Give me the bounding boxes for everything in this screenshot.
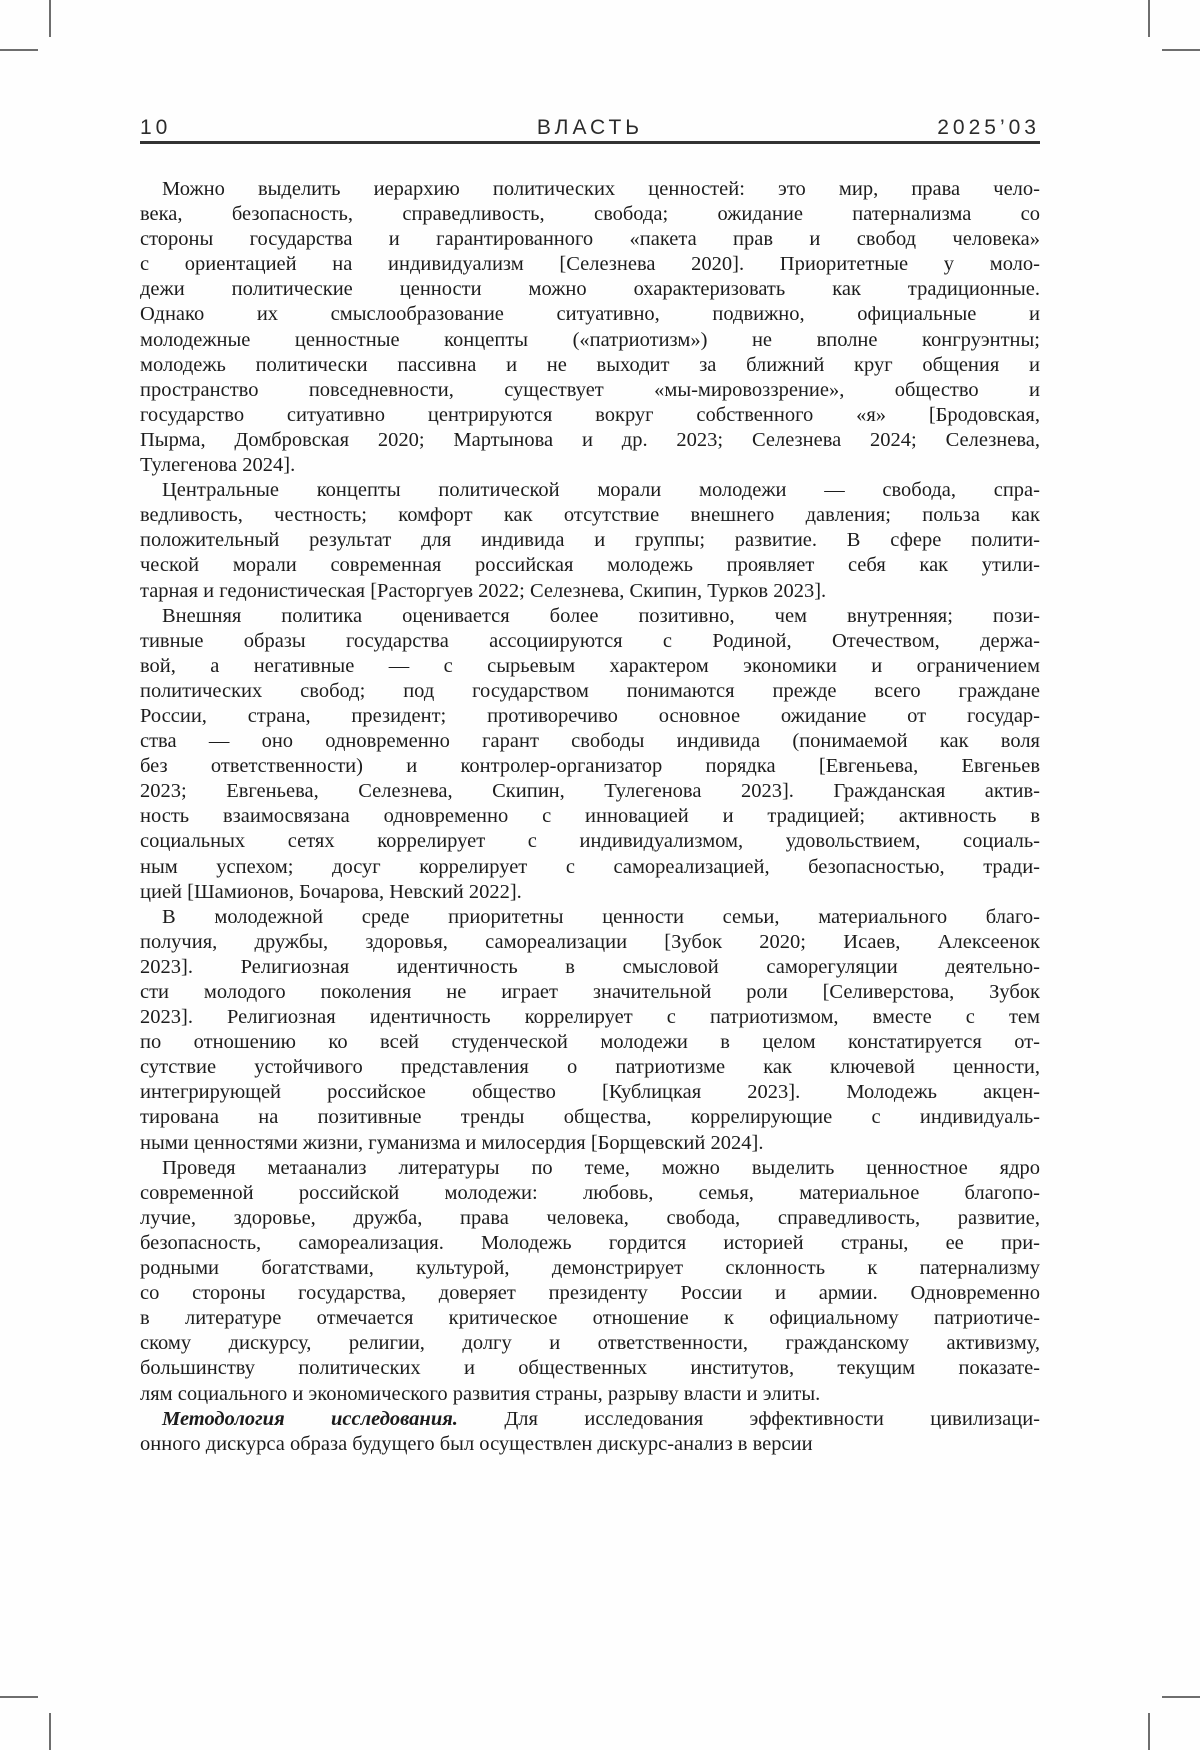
section-lead-in: Методология исследования. [162,1407,458,1430]
text-line: без ответственности) и контролер-организатор порядка [Евгеньева, Евгеньев [140,755,1040,778]
text-line: лям социального и экономического развития страны, разрыву власти и элиты. [140,1382,821,1405]
text-line: ность взаимосвязана одновременно с инновацией и традицией; активность в [140,805,1040,828]
text-line: В молодежной среде приоритетны ценности семьи, материального благо- [162,905,1040,928]
text-line: дежи политические ценности можно охарактеризовать как традиционные. [140,278,1040,301]
text-line: тивные образы государства ассоциируются с Родиной, Отечеством, держа- [140,629,1040,652]
text-line: ства — оно одновременно гарант свободы индивида (понимаемой как воля [140,730,1040,753]
text-line: социальных сетях коррелирует с индивидуализмом, удовольствием, социаль- [140,830,1040,853]
text-line: лучие, здоровье, дружба, права человека, свобода, справедливость, развитие, [140,1206,1040,1229]
crop-mark-bottom-left-vertical [49,1713,51,1750]
crop-mark-bottom-right-vertical [1148,1713,1150,1750]
paragraph [140,1407,1040,1457]
crop-mark-top-left-horizontal [0,49,38,51]
crop-mark-bottom-left-horizontal [0,1696,38,1698]
paragraph [140,177,1040,478]
text-line: века, безопасность, справедливость, свобода; ожидание патернализма со [140,203,1040,226]
text-line: сутствие устойчивого представления о патриотизме как ключевой ценности, [140,1056,1040,1079]
text-line: родными богатствами, культурой, демонстрирует склонность к патернализму [140,1257,1040,1280]
page-number: 10 [140,116,172,139]
text-line: молодежь политически пассивна и не выходит за ближний круг общения и [140,353,1040,376]
text-line: Проведя метаанализ литературы по теме, можно выделить ценностное ядро [162,1156,1040,1179]
text-line: Центральные концепты политической морали молодежи — свобода, спра- [162,479,1040,502]
text-line: Однако их смыслообразование ситуативно, подвижно, официальные и [140,303,1040,326]
text-line: ными ценностями жизни, гуманизма и милосердия [Борщевский 2024]. [140,1131,764,1154]
journal-title: ВЛАСТЬ [536,116,644,139]
text-line: сти молодого поколения не играет значительной роли [Селиверстова, Зубок [140,981,1040,1003]
text-line: молодежные ценностные концепты («патриотизм») не вполне конгруэнтны; [140,328,1040,351]
header-rule [140,141,1040,144]
paragraph [140,478,1040,603]
text-line: пространство повседневности, существует «мы-мировоззрение», общество и [140,378,1040,401]
text-line: 2023]. Религиозная идентичность в смысловой саморегуляции деятельно- [140,955,1040,978]
text-line: онного дискурса образа будущего был осуществлен дискурс-анализ в версии [140,1432,813,1455]
text-line: получия, дружбы, здоровья, самореализации [Зубок 2020; Исаев, Алексеенок [140,930,1040,953]
issue-label: 2025’03 [937,116,1040,139]
text-line: интегрирующей российское общество [Кублицкая 2023]. Молодежь акцен- [140,1081,1040,1104]
text-line: Можно выделить иерархию политических ценностей: это мир, права чело- [162,178,1040,200]
paragraph [140,905,1040,1156]
text-line: 2023; Евгеньева, Селезнева, Скипин, Тулегенова 2023]. Гражданская актив- [140,780,1040,803]
text-line: Методология исследования. Для исследования эффективности цивилизаци- [162,1407,1040,1430]
text-line: 2023]. Религиозная идентичность коррелирует с патриотизмом, вместе с тем [140,1006,1040,1029]
text-line: Пырма, Домбровская 2020; Мартынова и др. 2023; Селезнева 2024; Селезнева, [140,428,1040,451]
text-line: большинству политических и общественных институтов, текущим показате- [140,1357,1040,1380]
text-line: ведливость, честность; комфорт как отсутствие внешнего давления; польза как [140,504,1040,527]
text-line: тарная и гедонистическая [Расторгуев 2022; Селезнева, Скипин, Турков 2023]. [140,579,827,602]
text-line: Тулегенова 2024]. [140,454,296,477]
crop-mark-bottom-right-horizontal [1162,1696,1200,1698]
text-line: тирована на позитивные тренды общества, коррелирующие с индивидуаль- [140,1106,1040,1129]
text-line: с ориентацией на индивидуализм [Селезнева 2020]. Приоритетные у моло- [140,253,1040,276]
text-line: ческой морали современная российская молодежь проявляет себя как утили- [140,554,1040,577]
text-line: по отношению ко всей студенческой молодежи в целом констатируется от- [140,1031,1040,1054]
text-line: вой, а негативные — с сырьевым характером экономики и ограничением [140,654,1040,677]
article-body [140,177,1040,1457]
text-line: в литературе отмечается критическое отношение к официальному патриотиче- [140,1307,1040,1330]
paragraph [140,1156,1040,1407]
text-line: современной российской молодежи: любовь, семья, материальное благопо- [140,1181,1040,1204]
text-line: России, страна, президент; противоречиво основное ожидание от государ- [140,704,1040,727]
text-line: ным успехом; досуг коррелирует с самореализацией, безопасностью, тради- [140,855,1040,878]
text-line: стороны государства и гарантированного «пакета прав и свобод человека» [140,228,1040,251]
crop-mark-top-right-horizontal [1162,49,1200,51]
crop-mark-top-left-vertical [49,0,51,37]
crop-mark-top-right-vertical [1148,0,1150,37]
text-line: скому дискурсу, религии, долгу и ответственности, гражданскому активизму, [140,1332,1040,1355]
text-line: безопасность, самореализация. Молодежь гордится историей страны, ее при- [140,1231,1040,1254]
text-line: государство ситуативно центрируются вокруг собственного «я» [Бродовская, [140,403,1040,426]
text-line: цией [Шамионов, Бочарова, Невский 2022]. [140,880,522,903]
text-line: положительный результат для индивида и группы; развитие. В сфере полити- [140,529,1040,552]
text-line: Внешняя политика оценивается более позитивно, чем внутренняя; пози- [162,604,1040,627]
text-line: политических свобод; под государством понимаются прежде всего граждане [140,679,1040,702]
running-head [140,108,1040,138]
paragraph [140,604,1040,905]
text-line: со стороны государства, доверяет президенту России и армии. Одновременно [140,1282,1040,1305]
